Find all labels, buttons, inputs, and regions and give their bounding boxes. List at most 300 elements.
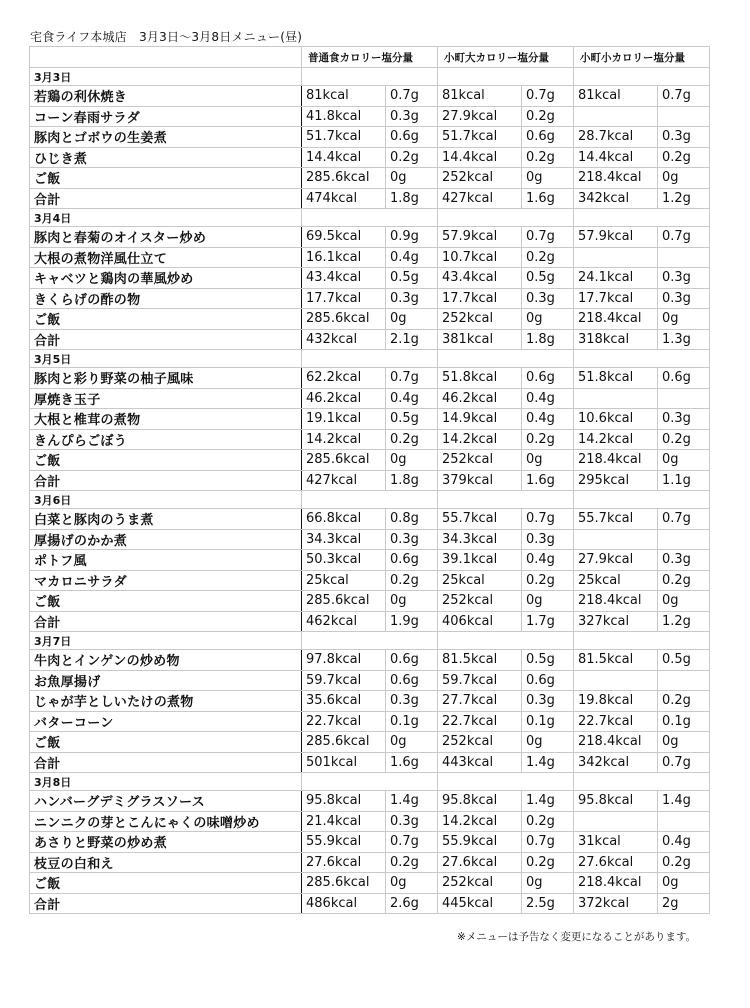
header-komachi-small: 小町小カロリー塩分量 <box>574 47 710 68</box>
table-row <box>30 570 710 591</box>
salt-value: 0g <box>522 309 574 330</box>
calorie-value: 22.7kcal <box>574 711 658 732</box>
calorie-value: 17.7kcal <box>438 288 522 309</box>
dish-name: じゃが芋としいたけの煮物 <box>30 691 302 712</box>
table-row <box>30 388 710 409</box>
salt-value: 0.1g <box>658 711 710 732</box>
salt-value: 0g <box>658 450 710 471</box>
table-row <box>30 268 710 289</box>
calorie-value: 327kcal <box>574 611 658 632</box>
calorie-value: 95.8kcal <box>574 791 658 812</box>
calorie-value: 285.6kcal <box>302 591 386 612</box>
dish-name: きんぴらごぼう <box>30 429 302 450</box>
salt-value: 0.3g <box>522 288 574 309</box>
table-row <box>30 368 710 389</box>
date-row <box>30 68 710 86</box>
calorie-value: 443kcal <box>438 752 522 773</box>
calorie-value: 97.8kcal <box>302 650 386 671</box>
calorie-value: 14.9kcal <box>438 409 522 430</box>
dish-name: 豚肉と春菊のオイスター炒め <box>30 227 302 248</box>
date-row-empty-cell <box>438 209 574 227</box>
salt-value: 1.4g <box>522 752 574 773</box>
salt-value <box>658 811 710 832</box>
calorie-value: 342kcal <box>574 188 658 209</box>
salt-value: 0.2g <box>658 852 710 873</box>
date-label: 3月6日 <box>30 491 302 509</box>
salt-value: 0g <box>658 732 710 753</box>
dish-name: 合計 <box>30 188 302 209</box>
table-row <box>30 893 710 914</box>
dish-name: 厚焼き玉子 <box>30 388 302 409</box>
calorie-value: 218.4kcal <box>574 591 658 612</box>
salt-value: 0g <box>658 168 710 189</box>
calorie-value: 59.7kcal <box>302 670 386 691</box>
table-row <box>30 288 710 309</box>
dish-name: あさりと野菜の炒め煮 <box>30 832 302 853</box>
calorie-value: 14.2kcal <box>302 429 386 450</box>
salt-value: 2g <box>658 893 710 914</box>
date-row-empty-cell <box>438 773 574 791</box>
menu-table <box>29 46 710 914</box>
table-row <box>30 691 710 712</box>
calorie-value: 57.9kcal <box>438 227 522 248</box>
date-label: 3月5日 <box>30 350 302 368</box>
calorie-value: 19.1kcal <box>302 409 386 430</box>
salt-value: 0.2g <box>386 852 438 873</box>
calorie-value: 81.5kcal <box>574 650 658 671</box>
dish-name: 合計 <box>30 611 302 632</box>
table-row <box>30 670 710 691</box>
calorie-value: 22.7kcal <box>302 711 386 732</box>
calorie-value: 285.6kcal <box>302 168 386 189</box>
salt-value: 0.4g <box>522 550 574 571</box>
calorie-value: 66.8kcal <box>302 509 386 530</box>
date-row-empty-cell <box>302 632 438 650</box>
salt-value: 0g <box>386 873 438 894</box>
calorie-value: 501kcal <box>302 752 386 773</box>
salt-value: 0g <box>386 309 438 330</box>
salt-value: 0.7g <box>386 368 438 389</box>
salt-value: 0.4g <box>386 388 438 409</box>
calorie-value: 372kcal <box>574 893 658 914</box>
calorie-value: 14.2kcal <box>438 811 522 832</box>
salt-value: 1.9g <box>386 611 438 632</box>
table-row <box>30 509 710 530</box>
dish-name: お魚厚揚げ <box>30 670 302 691</box>
calorie-value: 474kcal <box>302 188 386 209</box>
calorie-value: 27.7kcal <box>438 691 522 712</box>
table-row <box>30 86 710 107</box>
salt-value: 0.5g <box>522 650 574 671</box>
salt-value: 0.2g <box>522 147 574 168</box>
salt-value: 1.8g <box>386 188 438 209</box>
salt-value: 1.6g <box>522 470 574 491</box>
salt-value: 0.5g <box>386 268 438 289</box>
calorie-value: 285.6kcal <box>302 309 386 330</box>
calorie-value: 462kcal <box>302 611 386 632</box>
table-row <box>30 168 710 189</box>
date-row <box>30 632 710 650</box>
date-label: 3月3日 <box>30 68 302 86</box>
dish-name: ご飯 <box>30 732 302 753</box>
salt-value: 0.4g <box>658 832 710 853</box>
salt-value: 0.2g <box>522 429 574 450</box>
table-row <box>30 529 710 550</box>
calorie-value <box>574 811 658 832</box>
calorie-value: 218.4kcal <box>574 309 658 330</box>
salt-value: 0.2g <box>386 147 438 168</box>
date-row <box>30 491 710 509</box>
calorie-value: 27.6kcal <box>574 852 658 873</box>
calorie-value: 252kcal <box>438 450 522 471</box>
calorie-value: 17.7kcal <box>574 288 658 309</box>
calorie-value: 285.6kcal <box>302 732 386 753</box>
salt-value: 0g <box>658 309 710 330</box>
date-row-empty-cell <box>438 632 574 650</box>
header-regular: 普通食カロリー塩分量 <box>302 47 438 68</box>
dish-name: 大根と椎茸の煮物 <box>30 409 302 430</box>
salt-value: 1.8g <box>386 470 438 491</box>
calorie-value: 81.5kcal <box>438 650 522 671</box>
date-row-empty-cell <box>302 491 438 509</box>
salt-value: 0.6g <box>386 127 438 148</box>
calorie-value <box>574 529 658 550</box>
dish-name: 厚揚げのかか煮 <box>30 529 302 550</box>
salt-value: 0.7g <box>658 227 710 248</box>
salt-value: 0g <box>522 591 574 612</box>
table-row <box>30 732 710 753</box>
calorie-value: 43.4kcal <box>302 268 386 289</box>
calorie-value <box>574 670 658 691</box>
table-row <box>30 409 710 430</box>
calorie-value: 218.4kcal <box>574 168 658 189</box>
salt-value: 0.3g <box>522 691 574 712</box>
calorie-value: 295kcal <box>574 470 658 491</box>
salt-value: 1.2g <box>658 188 710 209</box>
date-row <box>30 773 710 791</box>
calorie-value: 19.8kcal <box>574 691 658 712</box>
calorie-value: 51.8kcal <box>574 368 658 389</box>
table-row <box>30 470 710 491</box>
salt-value: 0g <box>386 450 438 471</box>
dish-name: 合計 <box>30 329 302 350</box>
salt-value: 0.3g <box>386 288 438 309</box>
salt-value: 0.6g <box>522 670 574 691</box>
salt-value: 1.4g <box>522 791 574 812</box>
salt-value: 0.7g <box>522 86 574 107</box>
date-label: 3月8日 <box>30 773 302 791</box>
table-row <box>30 650 710 671</box>
menu-table-body <box>30 47 710 914</box>
calorie-value: 31kcal <box>574 832 658 853</box>
calorie-value: 285.6kcal <box>302 873 386 894</box>
salt-value: 0.5g <box>386 409 438 430</box>
calorie-value: 55.7kcal <box>574 509 658 530</box>
calorie-value <box>574 388 658 409</box>
calorie-value: 14.2kcal <box>438 429 522 450</box>
calorie-value: 25kcal <box>574 570 658 591</box>
table-row <box>30 852 710 873</box>
salt-value: 0.6g <box>522 127 574 148</box>
calorie-value: 218.4kcal <box>574 873 658 894</box>
calorie-value: 14.2kcal <box>574 429 658 450</box>
calorie-value: 34.3kcal <box>438 529 522 550</box>
calorie-value: 218.4kcal <box>574 732 658 753</box>
calorie-value: 81kcal <box>574 86 658 107</box>
date-label: 3月4日 <box>30 209 302 227</box>
table-row <box>30 329 710 350</box>
table-row <box>30 450 710 471</box>
date-row-empty-cell <box>438 68 574 86</box>
dish-name: ご飯 <box>30 873 302 894</box>
table-row <box>30 106 710 127</box>
table-row <box>30 147 710 168</box>
calorie-value: 22.7kcal <box>438 711 522 732</box>
date-label: 3月7日 <box>30 632 302 650</box>
salt-value: 1.6g <box>522 188 574 209</box>
table-row <box>30 591 710 612</box>
table-row <box>30 309 710 330</box>
salt-value: 0.3g <box>522 529 574 550</box>
table-row <box>30 832 710 853</box>
calorie-value: 17.7kcal <box>302 288 386 309</box>
salt-value: 2.6g <box>386 893 438 914</box>
calorie-value: 16.1kcal <box>302 247 386 268</box>
dish-name: 豚肉と彩り野菜の柚子風味 <box>30 368 302 389</box>
salt-value: 0.7g <box>658 86 710 107</box>
salt-value <box>658 529 710 550</box>
salt-value: 0.8g <box>386 509 438 530</box>
salt-value: 0g <box>522 732 574 753</box>
salt-value: 0.3g <box>658 127 710 148</box>
date-row-empty-cell <box>574 68 710 86</box>
calorie-value: 427kcal <box>438 188 522 209</box>
calorie-value: 252kcal <box>438 168 522 189</box>
calorie-value: 28.7kcal <box>574 127 658 148</box>
dish-name: ハンバーグデミグラスソース <box>30 791 302 812</box>
calorie-value <box>574 247 658 268</box>
dish-name: ひじき煮 <box>30 147 302 168</box>
calorie-value: 406kcal <box>438 611 522 632</box>
salt-value: 1.1g <box>658 470 710 491</box>
calorie-value: 218.4kcal <box>574 450 658 471</box>
date-row-empty-cell <box>438 491 574 509</box>
salt-value: 0.3g <box>386 529 438 550</box>
salt-value: 0.2g <box>658 429 710 450</box>
table-row <box>30 227 710 248</box>
dish-name: 豚肉とゴボウの生姜煮 <box>30 127 302 148</box>
table-row <box>30 127 710 148</box>
calorie-value: 43.4kcal <box>438 268 522 289</box>
header-komachi-large: 小町大カロリー塩分量 <box>438 47 574 68</box>
salt-value: 0.1g <box>522 711 574 732</box>
calorie-value: 51.7kcal <box>438 127 522 148</box>
calorie-value: 34.3kcal <box>302 529 386 550</box>
salt-value: 0.9g <box>386 227 438 248</box>
dish-name: きくらげの酢の物 <box>30 288 302 309</box>
salt-value: 0.3g <box>658 550 710 571</box>
dish-name: 合計 <box>30 752 302 773</box>
salt-value: 0.4g <box>522 388 574 409</box>
salt-value: 0g <box>522 450 574 471</box>
salt-value: 0.3g <box>658 409 710 430</box>
calorie-value: 46.2kcal <box>438 388 522 409</box>
dish-name: 枝豆の白和え <box>30 852 302 873</box>
dish-name: 大根の煮物洋風仕立て <box>30 247 302 268</box>
salt-value: 0.5g <box>522 268 574 289</box>
salt-value: 0.1g <box>386 711 438 732</box>
calorie-value: 50.3kcal <box>302 550 386 571</box>
dish-name: コーン春雨サラダ <box>30 106 302 127</box>
date-row-empty-cell <box>574 773 710 791</box>
calorie-value: 27.9kcal <box>438 106 522 127</box>
salt-value: 1.4g <box>658 791 710 812</box>
calorie-value: 381kcal <box>438 329 522 350</box>
calorie-value: 252kcal <box>438 591 522 612</box>
calorie-value: 51.7kcal <box>302 127 386 148</box>
calorie-value: 432kcal <box>302 329 386 350</box>
salt-value: 1.7g <box>522 611 574 632</box>
calorie-value: 55.7kcal <box>438 509 522 530</box>
salt-value: 0.2g <box>658 691 710 712</box>
dish-name: ご飯 <box>30 168 302 189</box>
calorie-value: 46.2kcal <box>302 388 386 409</box>
salt-value: 0.5g <box>658 650 710 671</box>
calorie-value: 95.8kcal <box>438 791 522 812</box>
calorie-value: 252kcal <box>438 309 522 330</box>
salt-value: 0g <box>386 732 438 753</box>
calorie-value: 14.4kcal <box>574 147 658 168</box>
calorie-value: 21.4kcal <box>302 811 386 832</box>
table-row <box>30 429 710 450</box>
dish-name: キャベツと鶏肉の華風炒め <box>30 268 302 289</box>
dish-name: 牛肉とインゲンの炒め物 <box>30 650 302 671</box>
salt-value: 0.2g <box>658 147 710 168</box>
calorie-value: 25kcal <box>302 570 386 591</box>
salt-value: 0.6g <box>386 670 438 691</box>
calorie-value: 81kcal <box>302 86 386 107</box>
header-blank <box>30 47 302 68</box>
salt-value: 0.2g <box>522 570 574 591</box>
date-row <box>30 350 710 368</box>
dish-name: ご飯 <box>30 309 302 330</box>
calorie-value: 24.1kcal <box>574 268 658 289</box>
calorie-value: 252kcal <box>438 732 522 753</box>
calorie-value <box>574 106 658 127</box>
salt-value: 0.7g <box>386 832 438 853</box>
salt-value: 0.2g <box>658 570 710 591</box>
calorie-value: 27.6kcal <box>302 852 386 873</box>
salt-value: 0.7g <box>658 752 710 773</box>
salt-value: 0.2g <box>522 247 574 268</box>
table-row <box>30 791 710 812</box>
salt-value: 0g <box>522 168 574 189</box>
dish-name: ご飯 <box>30 591 302 612</box>
date-row-empty-cell <box>302 68 438 86</box>
dish-name: マカロニサラダ <box>30 570 302 591</box>
date-row-empty-cell <box>302 773 438 791</box>
salt-value <box>658 106 710 127</box>
salt-value <box>658 247 710 268</box>
footnote: ※メニューは予告なく変更になることがあります。 <box>457 931 696 943</box>
calorie-value: 55.9kcal <box>302 832 386 853</box>
calorie-value: 27.9kcal <box>574 550 658 571</box>
salt-value: 0g <box>386 168 438 189</box>
calorie-value: 342kcal <box>574 752 658 773</box>
dish-name: 合計 <box>30 893 302 914</box>
dish-name: バターコーン <box>30 711 302 732</box>
salt-value <box>658 670 710 691</box>
salt-value: 0.2g <box>522 106 574 127</box>
table-row <box>30 711 710 732</box>
table-row <box>30 752 710 773</box>
salt-value: 0g <box>658 591 710 612</box>
salt-value: 0.2g <box>386 570 438 591</box>
salt-value: 1.3g <box>658 329 710 350</box>
table-row <box>30 611 710 632</box>
calorie-value: 252kcal <box>438 873 522 894</box>
salt-value: 0.3g <box>386 106 438 127</box>
salt-value: 0.7g <box>522 832 574 853</box>
salt-value: 0.4g <box>386 247 438 268</box>
calorie-value: 10.6kcal <box>574 409 658 430</box>
calorie-value: 486kcal <box>302 893 386 914</box>
calorie-value: 51.8kcal <box>438 368 522 389</box>
header-row <box>30 47 710 68</box>
salt-value: 0.7g <box>522 227 574 248</box>
salt-value: 0.3g <box>658 268 710 289</box>
salt-value: 0.6g <box>386 650 438 671</box>
date-row-empty-cell <box>302 350 438 368</box>
calorie-value: 285.6kcal <box>302 450 386 471</box>
salt-value: 0.2g <box>522 852 574 873</box>
calorie-value: 25kcal <box>438 570 522 591</box>
dish-name: 若鶏の利休焼き <box>30 86 302 107</box>
calorie-value: 35.6kcal <box>302 691 386 712</box>
date-row-empty-cell <box>438 350 574 368</box>
calorie-value: 318kcal <box>574 329 658 350</box>
page-title: 宅食ライフ本城店 3月3日〜3月8日メニュー(昼) <box>30 30 303 44</box>
calorie-value: 81kcal <box>438 86 522 107</box>
dish-name: ポトフ風 <box>30 550 302 571</box>
salt-value: 1.6g <box>386 752 438 773</box>
date-row-empty-cell <box>574 350 710 368</box>
date-row-empty-cell <box>574 209 710 227</box>
calorie-value: 14.4kcal <box>302 147 386 168</box>
table-row <box>30 188 710 209</box>
salt-value: 0.6g <box>522 368 574 389</box>
date-row <box>30 209 710 227</box>
salt-value: 0.7g <box>658 509 710 530</box>
salt-value: 0g <box>386 591 438 612</box>
calorie-value: 39.1kcal <box>438 550 522 571</box>
calorie-value: 445kcal <box>438 893 522 914</box>
calorie-value: 55.9kcal <box>438 832 522 853</box>
calorie-value: 14.4kcal <box>438 147 522 168</box>
salt-value: 1.4g <box>386 791 438 812</box>
table-row <box>30 550 710 571</box>
salt-value: 0g <box>658 873 710 894</box>
salt-value: 0.6g <box>658 368 710 389</box>
table-row <box>30 873 710 894</box>
calorie-value: 379kcal <box>438 470 522 491</box>
date-row-empty-cell <box>574 491 710 509</box>
salt-value: 0.3g <box>386 811 438 832</box>
salt-value: 0.2g <box>386 429 438 450</box>
calorie-value: 69.5kcal <box>302 227 386 248</box>
calorie-value: 62.2kcal <box>302 368 386 389</box>
salt-value: 2.5g <box>522 893 574 914</box>
